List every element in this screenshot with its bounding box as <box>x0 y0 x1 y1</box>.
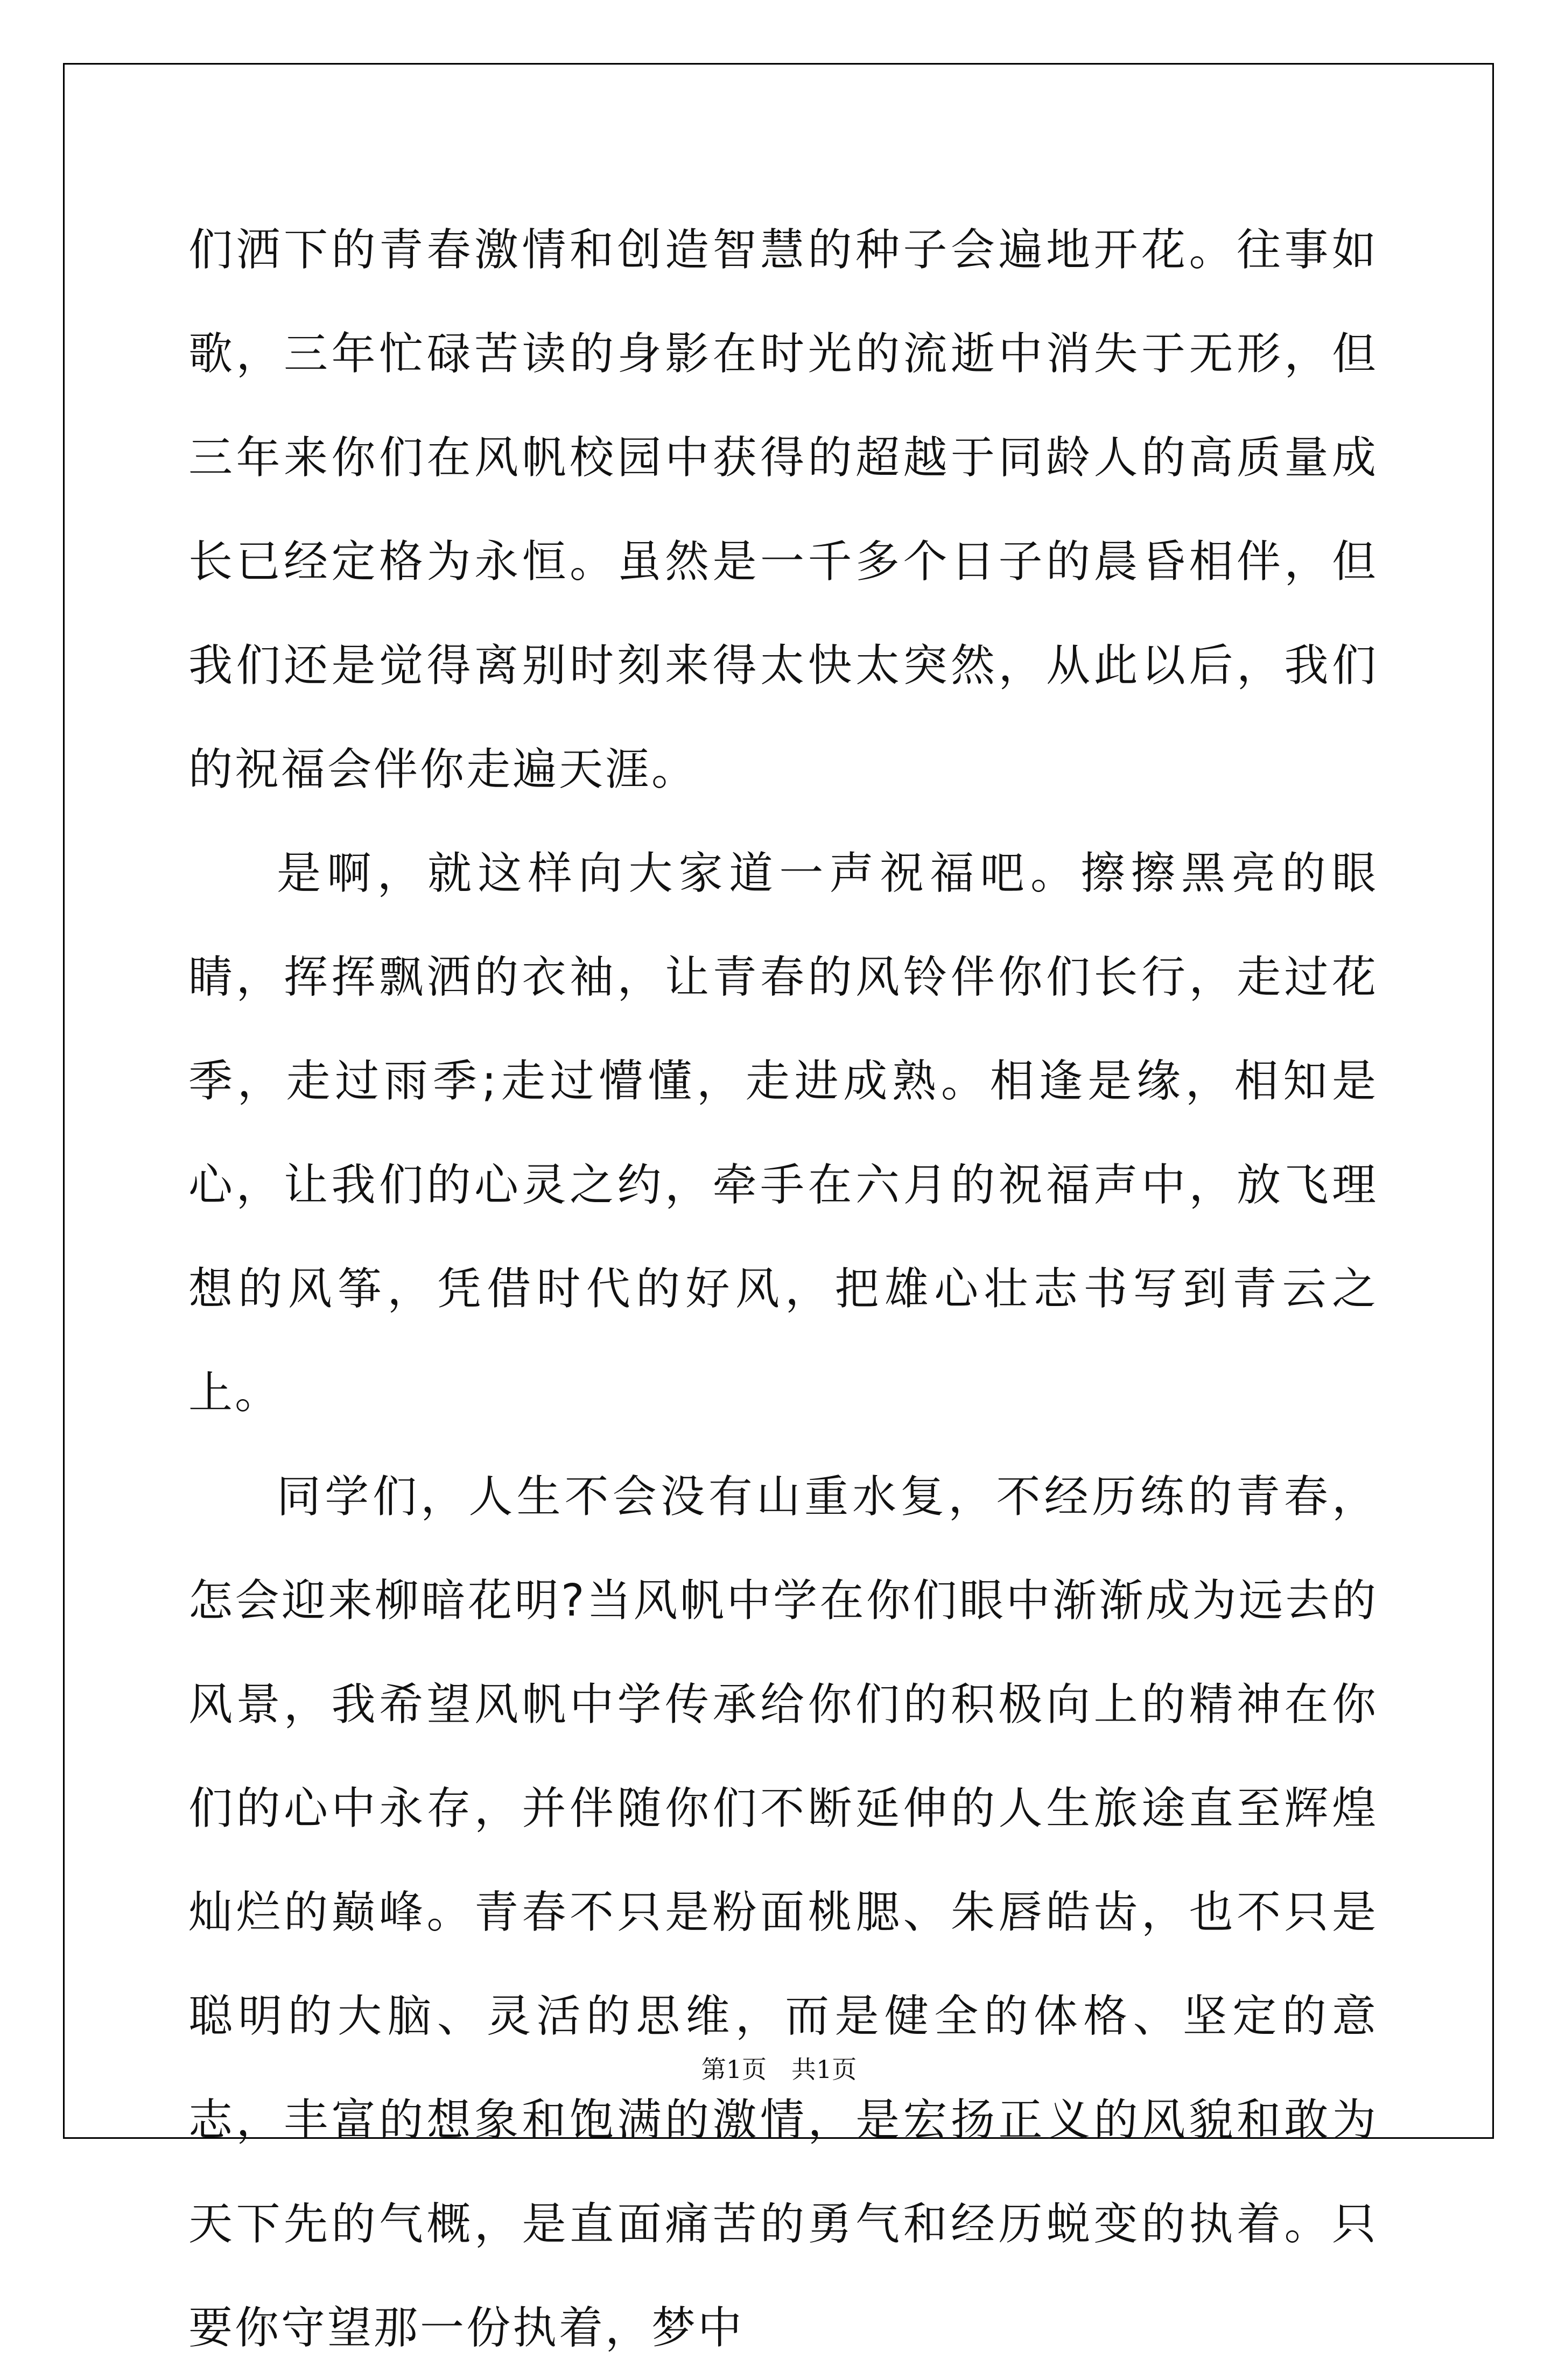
paragraph-3: 同学们，人生不会没有山重水复，不经历练的青春，怎会迎来柳暗花明?当风帆中学在你们眼中渐渐成为远去的风景，我希望风帆中学传承给你们的积极向上的精神在你们的心中永存，并伴随你们不断延伸的人生旅途直至辉煌灿烂的巅峰。青春不只是粉面桃腮、朱唇皓齿，也不只是聪明的大脑、灵活的思维，而是健全的体格、坚定的意志，丰富的想象和饱满的激情，是宏扬正义的风貌和敢为天下先的气概，是直面痛苦的勇气和经历蜕变的执着。只要你守望那一份执着，梦中 <box>188 1471 1378 2354</box>
paragraph-2: 是啊，就这样向大家道一声祝福吧。擦擦黑亮的眼睛，挥挥飘洒的衣袖，让青春的风铃伴你们长行，走过花季，走过雨季;走过懵懂，走进成熟。相逢是缘，相知是心，让我们的心灵之约，牵手在六月的祝福声中，放飞理想的风筝，凭借时代的好风，把雄心壮志书写到青云之上。 <box>188 848 1378 1419</box>
paragraph-1: 们洒下的青春激情和创造智慧的种子会遍地开花。往事如歌，三年忙碌苦读的身影在时光的流逝中消失于无形，但三年来你们在风帆校园中获得的超越于同龄人的高质量成长已经定格为永恒。虽然是一千多个日子的晨昏相伴，但我们还是觉得离别时刻来得太快太突然，从此以后，我们的祝福会伴你走遍天涯。 <box>188 224 1378 795</box>
page-footer: 第1页 共1页 <box>701 2055 857 2084</box>
